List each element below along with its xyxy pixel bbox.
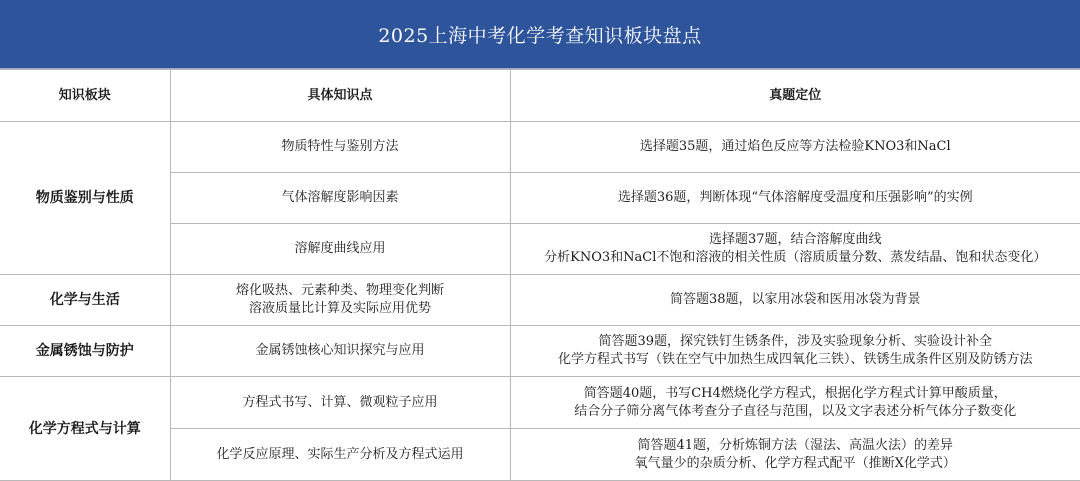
- knowledge-point-cell: [170, 122, 510, 173]
- knowledge-point-cell: [170, 173, 510, 224]
- category-cell: 金属锈蚀与防护: [0, 326, 170, 377]
- category-cell: 物质鉴别与性质: [0, 122, 170, 275]
- knowledge-point-line: 化学反应原理、实际生产分析及方程式运用: [216, 446, 464, 462]
- knowledge-point-line: 溶液质量比计算及实际应用优势: [248, 301, 431, 316]
- exam-position-line: 简答题39题，探究铁钉生锈条件，涉及实验现象分析、实验设计补全: [598, 334, 993, 349]
- exam-position-line: 简答题38题，以家用冰袋和医用冰袋为背景: [669, 292, 921, 307]
- exam-position-cell: [510, 429, 1080, 481]
- knowledge-point-line: 金属锈蚀核心知识探究与应用: [255, 343, 425, 358]
- table-row: [0, 122, 1080, 173]
- exam-position-cell: [510, 224, 1080, 275]
- table-row: [0, 326, 1080, 377]
- knowledge-point-line: 溶解度曲线应用: [294, 241, 386, 256]
- header-row: [0, 70, 1080, 122]
- category-cell: 化学与生活: [0, 275, 170, 326]
- table-title-text: 2025上海中考化学考查知识板块盘点: [378, 24, 702, 47]
- exam-position-line: 选择题35题，通过焰色反应等方法检验KNO3和NaCl: [639, 139, 951, 154]
- knowledge-point-line: 物质特性与鉴别方法: [281, 139, 399, 154]
- knowledge-table: [0, 69, 1080, 481]
- exam-position-cell: [510, 326, 1080, 377]
- exam-position-line: 化学方程式书写（铁在空气中加热生成四氧化三铁）、铁锈生成条件区别及防锈方法: [557, 352, 1033, 367]
- knowledge-point-cell: [170, 326, 510, 377]
- knowledge-point-cell: [170, 429, 510, 481]
- exam-position-cell: [510, 275, 1080, 326]
- header-positioning: 真题定位: [510, 70, 1080, 122]
- knowledge-point-cell: [170, 275, 510, 326]
- knowledge-point-line: 熔化吸热、元素种类、物理变化判断: [235, 283, 444, 298]
- exam-position-cell: [510, 122, 1080, 173]
- exam-position-line: 选择题37题，结合溶解度曲线: [708, 232, 882, 247]
- exam-position-line: 结合分子筛分离气体考查分子直径与范围，以及文字表述分析气体分子数变化: [574, 403, 1017, 419]
- knowledge-point-line: 气体溶解度影响因素: [281, 190, 399, 205]
- exam-position-cell: [510, 173, 1080, 224]
- knowledge-point-cell: [170, 224, 510, 275]
- knowledge-point-cell: [170, 377, 510, 429]
- table-row: [0, 377, 1080, 429]
- exam-position-line: 氧气量少的杂质分析、化学方程式配平（推断X化学式）: [634, 455, 956, 471]
- exam-position-line: 简答题41题，分析炼铜方法（湿法、高温火法）的差异: [637, 437, 954, 453]
- category-cell: 化学方程式与计算: [0, 377, 170, 481]
- exam-position-line: 选择题36题，判断体现“气体溶解度受温度和压强影响”的实例: [617, 190, 973, 205]
- exam-position-cell: [510, 377, 1080, 429]
- header-points: 具体知识点: [170, 70, 510, 122]
- exam-position-line: 分析KNO3和NaCl不饱和溶液的相关性质（溶质质量分数、蒸发结晶、饱和状态变化）: [544, 250, 1047, 265]
- exam-position-line: 简答题40题，书写CH4燃烧化学方程式，根据化学方程式计算甲酸质量，: [583, 385, 1007, 401]
- table-title: [0, 0, 1080, 69]
- knowledge-point-line: 方程式书写、计算、微观粒子应用: [242, 394, 438, 410]
- table-row: [0, 275, 1080, 326]
- header-module: 知识板块: [0, 70, 170, 122]
